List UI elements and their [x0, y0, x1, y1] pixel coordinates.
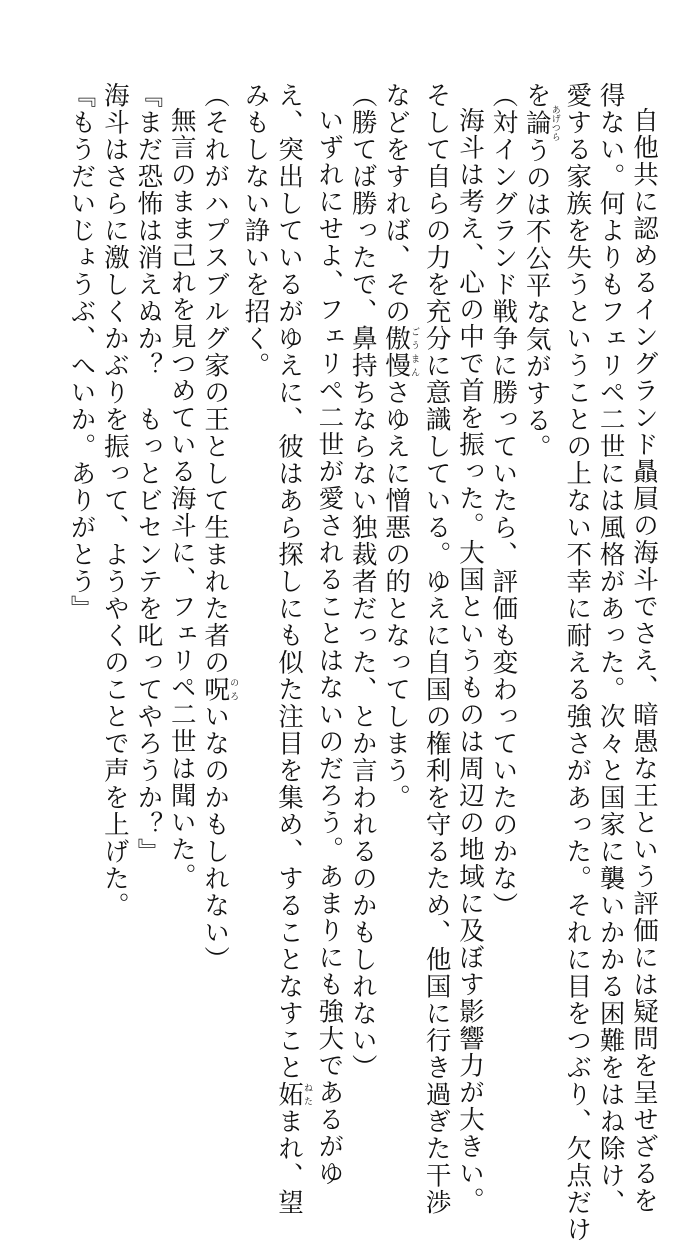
text-line — [198, 82, 239, 973]
text-fragment: を — [521, 82, 552, 109]
text-line: 愛する家族を失うということの上ない不幸に耐える強さがあった。それに目をつぶり、欠点だけ — [562, 82, 593, 1243]
text-fragment: いなのかもしれない） — [200, 703, 231, 973]
ruby-word: 妬ねた — [273, 1081, 312, 1108]
vertical-text-body — [30, 82, 660, 1243]
furigana: のろ — [228, 676, 239, 703]
text-fragment: （それがハプスブルグ家の王として生まれた者の — [200, 82, 231, 676]
text-line — [379, 82, 419, 962]
text-fragment: まれ、望 — [273, 1108, 304, 1216]
text-fragment: うのは不公平な気がする。 — [521, 137, 552, 461]
furigana: あげつら — [549, 105, 560, 141]
text-line: 海斗はさらに激しくかぶりを振って、ようやくのことで声を上げた。 — [99, 82, 130, 919]
text-fragment: え、突出しているがゆえに、彼はあら探しにも似た注目を集め、することなすこと — [273, 82, 304, 1081]
text-line: そして自らの力を充分に意識している。ゆえに自国の権利を守るため、他国に行き過ぎた干渉 — [421, 82, 452, 1216]
text-fragment: さゆえに憎悪の的となってしまう。 — [381, 379, 412, 811]
text-line: 海斗は考え、心の中で首を振った。大国というものは周辺の地域に及ぼす影響力が大きい。 — [454, 107, 485, 1214]
text-line: （対イングランド戦争に勝っていたら、評価も変わっていたのかな） — [488, 82, 519, 919]
furigana: ねた — [301, 1081, 312, 1108]
text-line: 得ない。何よりもフェリペ二世には風格があった。次々と国家に襲いかかる困難をはね除け、 — [595, 82, 626, 1216]
text-line — [519, 82, 559, 962]
text-line — [272, 82, 312, 1216]
text-line: 無言のまま己れを見つめている海斗に、フェリペ二世は聞いた。 — [166, 107, 197, 890]
text-fragment: などをすれば、その — [381, 82, 412, 325]
text-line: いずれにせよ、フェリペ二世が愛されることはないのだろう。あまりにも強大であるがゆ — [314, 107, 345, 1187]
text-line: 『まだ恐怖は消えぬか？ もっとビセンテを叱ってやろうか？』 — [133, 82, 164, 865]
ruby-word: 論あげつら — [521, 105, 560, 141]
furigana: ごうまん — [409, 325, 420, 379]
text-line: みもしない諍いを招く。 — [240, 82, 271, 379]
text-line: 自他共に認めるイングランド贔屓の海斗でさえ、暗愚な王という評価には疑問を呈せざるを — [629, 107, 659, 1214]
ruby-word: 呪のろ — [200, 676, 239, 703]
text-line: （勝てば勝ったで、鼻持ちならない独裁者だった、とか言われるのかもしれない） — [347, 82, 378, 1081]
ruby-word: 傲慢ごうまん — [381, 325, 420, 379]
text-line: 『もうだいじょうぶ、へいか。ありがとう』 — [66, 82, 97, 622]
